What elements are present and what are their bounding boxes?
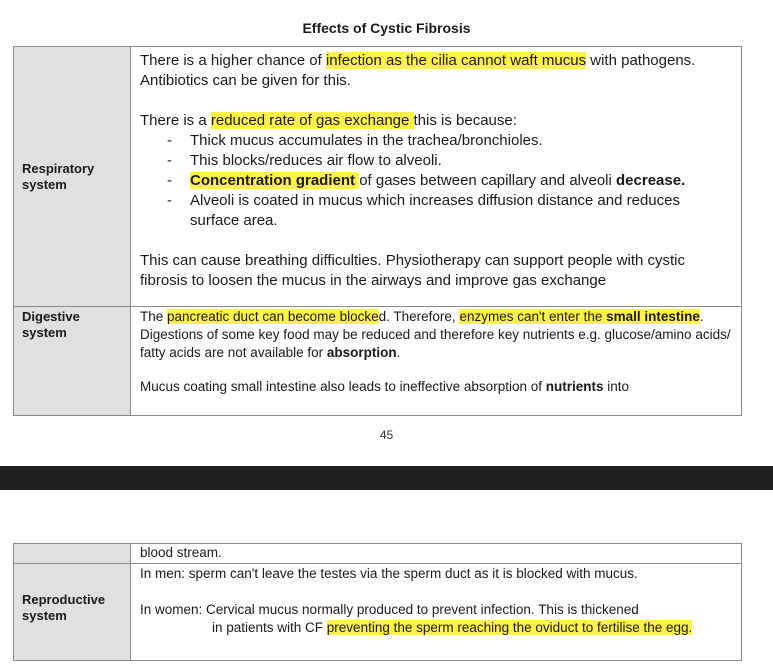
highlight: infection as the cilia cannot waft mucus xyxy=(325,52,587,69)
document-title: Effects of Cystic Fibrosis xyxy=(302,20,471,36)
women-text-continued: in patients with CF preventing the sperm reaching the oviduct to fertilise the egg. xyxy=(212,620,693,635)
men-text: In men: sperm can't leave the testes via the sperm duct as it is blocked with mucus. xyxy=(140,566,638,581)
highlight: reduced rate of gas exchange xyxy=(210,112,414,129)
list-item: - Alveoli is coated in mucus which increases diffusion distance and reduces surface area. xyxy=(140,191,730,231)
continued-table xyxy=(13,543,742,661)
page-number: 45 xyxy=(379,428,394,442)
row-divider xyxy=(14,563,741,564)
row-divider xyxy=(14,306,741,307)
effects-table xyxy=(13,46,742,416)
list-item: - Concentration gradient of gases between capillary and alveoli decrease. xyxy=(140,171,730,191)
reproductive-label: Reproductive system xyxy=(22,592,106,623)
women-text: In women: Cervical mucus normally produced to prevent infection. This is thickened xyxy=(140,602,639,617)
highlight: Concentration gradient xyxy=(190,172,360,189)
gas-exchange-intro: There is a reduced rate of gas exchange this is because: xyxy=(140,112,517,129)
list-item: - Thick mucus accumulates in the trachea/bronchioles. xyxy=(140,131,730,151)
column-divider xyxy=(130,544,131,660)
reproductive-content xyxy=(140,565,736,637)
respiratory-content xyxy=(140,51,730,291)
respiratory-label: Respiratory system xyxy=(22,161,95,192)
highlight: pancreatic duct can become blocke xyxy=(167,309,379,324)
breathing-difficulties-text: This can cause breathing difficulties. Physiotherapy can support people with cystic fibrosis to loosen the mucus in the airways and improve gas exchange xyxy=(140,252,686,289)
continued-text: blood stream. xyxy=(140,545,222,560)
respiratory-infection-text: There is a higher chance of infection as the cilia cannot waft mucus with pathogens. Antibiotics can be given for this. xyxy=(140,52,696,89)
absorption-text: Mucus coating small intestine also leads to ineffective absorption of nutrients into xyxy=(140,379,630,394)
pancreatic-duct-text: The pancreatic duct can become blocked. Therefore, enzymes can't enter the small intestine. Digestions of some key food may be reduced and therefore key nutrients e.g. glucose/amino acids/ fatty acids are not available for absorption. xyxy=(140,309,731,360)
digestive-label: Digestive system xyxy=(22,309,80,340)
page-break-band xyxy=(0,466,773,490)
highlight: preventing the sperm reaching the oviduct to fertilise the egg. xyxy=(326,620,693,635)
list-item: - This blocks/reduces air flow to alveoli. xyxy=(140,151,730,171)
highlight: enzymes can't enter the xyxy=(459,309,607,324)
digestive-content xyxy=(140,308,736,396)
column-divider xyxy=(130,47,131,415)
reasons-list xyxy=(140,131,730,231)
label-column-bg xyxy=(14,47,130,415)
highlight: small intestine xyxy=(606,309,700,324)
